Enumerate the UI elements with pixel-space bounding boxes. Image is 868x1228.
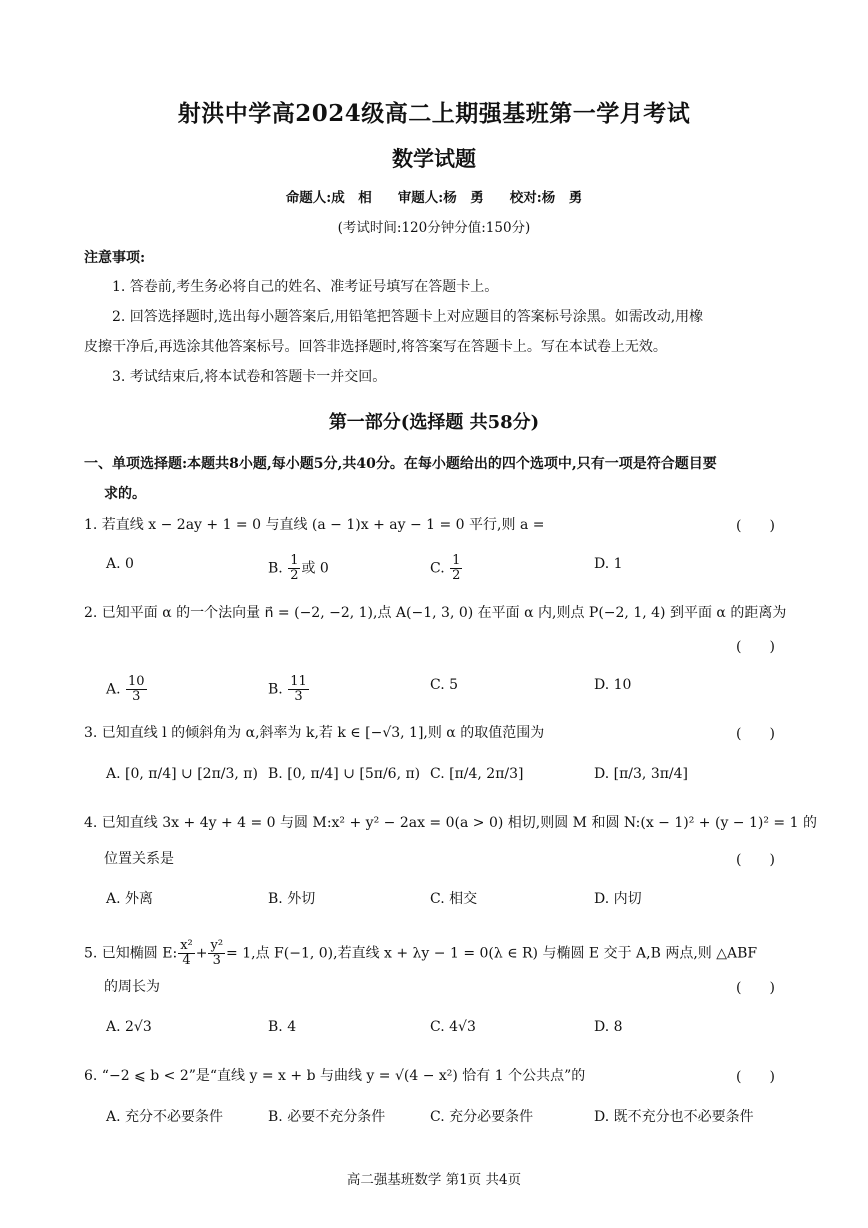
fraction: $\frac{11}{3}$ xyxy=(290,674,307,704)
exam-subject: 数学试题 xyxy=(392,146,476,171)
fraction: $\frac{10}{3}$ xyxy=(128,674,145,704)
fraction: $\frac{\text{x²}}{4}$ xyxy=(180,938,193,968)
q4-option-a: A. 外离 xyxy=(106,891,154,907)
proof-label: 校对:杨 勇 xyxy=(509,190,583,206)
part1-line1: 一、单项选择题:本题共8小题,每小题5分,共40分。在每小题给出的四个选项中,只有一项是符合题目要 xyxy=(84,456,717,472)
q1-option-b: B. $\frac{1}{2}$ 或 0 xyxy=(268,553,329,583)
q2-option-a: A. $\frac{10}{3}$ xyxy=(106,674,145,704)
q4-option-c: C. 相交 xyxy=(430,891,478,907)
answer-paren-4: ( ) xyxy=(736,852,775,868)
note-3: 3. 考试结束后,将本试卷和答题卡一并交回。 xyxy=(112,369,387,385)
q2-option-c: C. 5 xyxy=(430,677,459,693)
fraction: $\frac{\text{y²}}{3}$ xyxy=(210,938,224,968)
question-3-text: 3. 已知直线 l 的倾斜角为 α,斜率为 k,若 k ∈ [−√3, 1],则 α 的取值范围为 xyxy=(84,725,545,741)
q3-option-b: B. [0, π/4] ∪ [5π/6, π) xyxy=(268,766,421,782)
section-heading: 第一部分(选择题 共58分) xyxy=(328,412,540,433)
reviewer-label: 审题人:杨 勇 xyxy=(397,190,484,206)
question-4-text-2: 位置关系是 xyxy=(104,851,174,867)
author-label: 命题人:成 相 xyxy=(285,190,372,206)
answer-paren-6: ( ) xyxy=(736,1069,775,1085)
q3-option-a: A. [0, π/4] ∪ [2π/3, π) xyxy=(106,766,258,782)
note-1: 1. 答卷前,考生务必将自己的姓名、准考证号填写在答题卡上。 xyxy=(112,279,499,295)
exam-staff xyxy=(0,186,868,206)
q1-option-c: C. $\frac{1}{2}$ xyxy=(430,553,461,583)
question-5-text-2: 的周长为 xyxy=(104,979,160,995)
fraction: $\frac{1}{2}$ xyxy=(452,553,461,583)
note-2b: 皮擦干净后,再选涂其他答案标号。回答非选择题时,将答案写在答题卡上。写在本试卷上无效。 xyxy=(84,339,667,355)
answer-paren-2: ( ) xyxy=(736,639,775,655)
question-1-text: 1. 若直线 x − 2ay + 1 = 0 与直线 (a − 1)x + ay − 1 = 0 平行,则 a = xyxy=(84,517,545,533)
question-5-text-1: 5. 已知椭圆 E: $\frac{\text{x²}}{4}$ + $\frac{\text{y²}}{3}$ = 1,点 F(−1, 0),若直线 x + λy − 1 = 0(λ ∈ R) 与椭圆 E 交于 A,B 两点,则 △ABF xyxy=(84,938,758,968)
q6-option-a: A. 充分不必要条件 xyxy=(106,1109,224,1125)
q5-option-c: C. 4√3 xyxy=(430,1019,476,1035)
q1-option-a: A. 0 xyxy=(106,556,134,572)
q4-option-b: B. 外切 xyxy=(268,891,316,907)
answer-paren-5: ( ) xyxy=(736,980,775,996)
question-4-text-1: 4. 已知直线 3x + 4y + 4 = 0 与圆 M:x² + y² − 2ax = 0(a > 0) 相切,则圆 M 和圆 N:(x − 1)² + (y − 1)² = 1 的 xyxy=(84,815,817,831)
q6-option-b: B. 必要不充分条件 xyxy=(268,1109,386,1125)
q1-option-d: D. 1 xyxy=(594,556,623,572)
fraction: $\frac{1}{2}$ xyxy=(290,553,299,583)
q5-option-b: B. 4 xyxy=(268,1019,297,1035)
q3-option-d: D. [π/3, 3π/4] xyxy=(594,766,689,782)
part1-line2: 求的。 xyxy=(104,486,146,502)
question-6-text: 6. “−2 ⩽ b < 2”是“直线 y = x + b 与曲线 y = √(4 − x²) 恰有 1 个公共点”的 xyxy=(84,1068,586,1084)
q4-option-d: D. 内切 xyxy=(594,891,642,907)
q6-option-c: C. 充分必要条件 xyxy=(430,1109,534,1125)
question-2-text: 2. 已知平面 α 的一个法向量 n⃗ = (−2, −2, 1),点 A(−1, 3, 0) 在平面 α 内,则点 P(−2, 1, 4) 到平面 α 的距离为 xyxy=(84,605,787,621)
q2-option-b: B. $\frac{11}{3}$ xyxy=(268,674,307,704)
answer-paren-1: ( ) xyxy=(736,518,775,534)
q5-option-d: D. 8 xyxy=(594,1019,623,1035)
q6-option-d: D. 既不充分也不必要条件 xyxy=(594,1109,754,1125)
notes-heading: 注意事项: xyxy=(84,250,146,266)
q2-option-d: D. 10 xyxy=(594,677,632,693)
q3-option-c: C. [π/4, 2π/3] xyxy=(430,766,524,782)
exam-title: 射洪中学高2024级高二上期强基班第一学月考试 xyxy=(177,100,691,127)
note-2a: 2. 回答选择题时,选出每小题答案后,用铅笔把答题卡上对应题目的答案标号涂黑。如需改动,用橡 xyxy=(112,309,704,325)
answer-paren-3: ( ) xyxy=(736,726,775,742)
page-footer: 高二强基班数学 第1页 共4页 xyxy=(346,1172,522,1188)
q5-option-a: A. 2√3 xyxy=(106,1019,152,1035)
time-score: (考试时间:120分钟分值:150分) xyxy=(337,220,531,236)
